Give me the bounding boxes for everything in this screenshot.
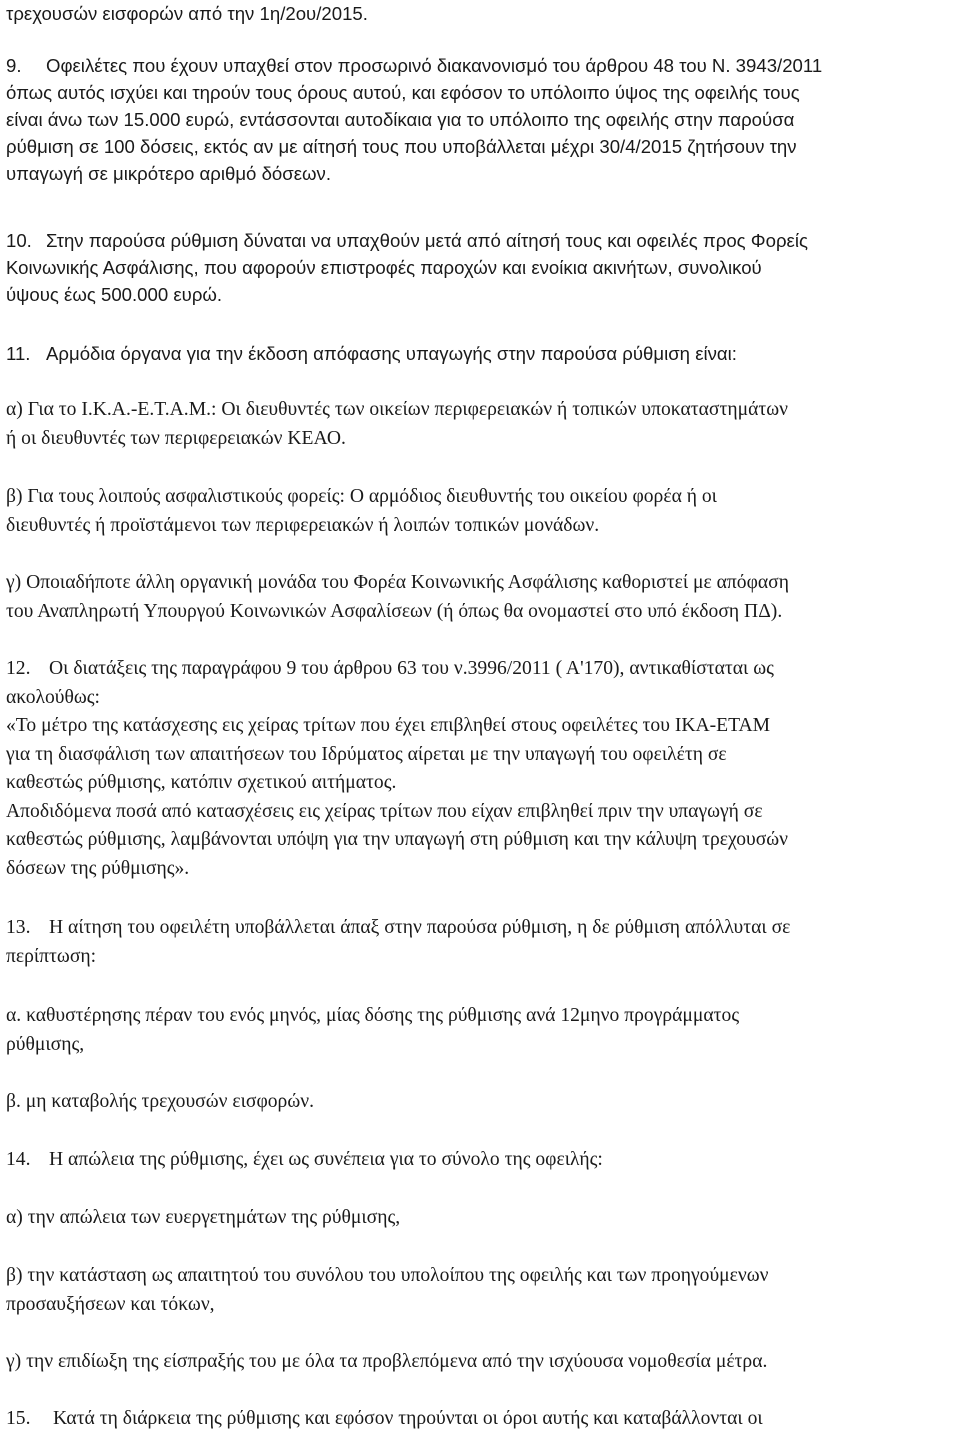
item-number: 14. bbox=[6, 1149, 31, 1170]
paragraph-line: γ) την επιδίωξη της είσπραξής του με όλα τα προβλεπόμενα από την ισχύουσα νομοθεσία μέτρα. bbox=[6, 1351, 768, 1372]
item-11-a bbox=[6, 396, 788, 453]
top-fragment bbox=[6, 0, 368, 27]
item-11-c bbox=[6, 569, 789, 626]
paragraph-line: όπως αυτός ισχύει και τηρούν τους όρους αυτού, και εφόσον το υπόλοιπο ύψος της οφειλής τους bbox=[6, 82, 800, 103]
item-number: 15. bbox=[6, 1408, 31, 1429]
paragraph-line: 14. Η απώλεια της ρύθμισης, έχει ως συνέπεια για το σύνολο της οφειλής: bbox=[6, 1146, 603, 1175]
paragraph-line: ακολούθως: bbox=[6, 686, 100, 708]
paragraph-line: 11. Αρμόδια όργανα για την έκδοση απόφασης υπαγωγής στην παρούσα ρύθμιση είναι: bbox=[6, 340, 737, 367]
paragraph-line: τρεχουσών εισφορών από την 1η/2ου/2015. bbox=[6, 3, 368, 24]
item-number: 9. bbox=[6, 55, 22, 76]
paragraph-line: 15. Κατά τη διάρκεια της ρύθμισης και εφόσον τηρούνται οι όροι αυτής και καταβάλλονται οι bbox=[6, 1405, 763, 1434]
item-14-a bbox=[6, 1204, 400, 1233]
paragraph-line: ρύθμιση σε 100 δόσεις, εκτός αν με αίτησή τους που υποβάλλεται μέχρι 30/4/2015 ζητήσουν την bbox=[6, 136, 797, 157]
paragraph-line: ρύθμισης, bbox=[6, 1033, 85, 1055]
paragraph-line: Αποδιδόμενα ποσά από κατασχέσεις εις χείρας τρίτων που είχαν επιβληθεί πριν την υπαγωγή σε bbox=[6, 800, 763, 822]
paragraph-line: διευθυντές ή προϊστάμενοι των περιφερειακών ή λοιπών τοπικών μονάδων. bbox=[6, 514, 600, 536]
item-11 bbox=[6, 340, 737, 367]
paragraph-line: καθεστώς ρύθμισης, κατόπιν σχετικού αιτήματος. bbox=[6, 772, 397, 793]
paragraph-line: α) Για το Ι.Κ.Α.-Ε.Τ.Α.Μ.: Οι διευθυντές των οικείων περιφερειακών ή τοπικών υποκαταστημάτων bbox=[6, 399, 788, 420]
paragraph-line: προσαυξήσεων και τόκων, bbox=[6, 1293, 215, 1315]
paragraph-line: α. καθυστέρησης πέραν του ενός μηνός, μίας δόσης της ρύθμισης ανά 12μηνο προγράμματος bbox=[6, 1005, 740, 1026]
paragraph-line: 12. Οι διατάξεις της παραγράφου 9 του άρθρου 63 του ν.3996/2011 ( Α'170), αντικαθίσταται ως bbox=[6, 655, 788, 684]
paragraph-line: β. μη καταβολής τρεχουσών εισφορών. bbox=[6, 1091, 314, 1112]
paragraph-line: α) την απώλεια των ευεργετημάτων της ρύθμισης, bbox=[6, 1207, 401, 1228]
item-13-a bbox=[6, 1002, 739, 1059]
paragraph-line: ύψους έως 500.000 ευρώ. bbox=[6, 284, 223, 305]
paragraph-line: για τη διασφάλιση των απαιτήσεων του Ιδρύματος αίρεται με την υπαγωγή του οφειλέτη σε bbox=[6, 743, 727, 765]
item-11-b bbox=[6, 483, 717, 540]
item-number: 13. bbox=[6, 917, 31, 938]
paragraph-line: είναι άνω των 15.000 ευρώ, εντάσσονται αυτοδίκαια για το υπόλοιπο της οφειλής στην παρούσα bbox=[6, 109, 795, 130]
paragraph-line: καθεστώς ρύθμισης, λαμβάνονται υπόψη για την υπαγωγή στη ρύθμιση και την κάλυψη τρεχουσών bbox=[6, 829, 789, 850]
item-15 bbox=[6, 1405, 763, 1434]
paragraph-line: β) την κατάσταση ως απαιτητού του συνόλου του υπολοίπου της οφειλής και των προηγούμενων bbox=[6, 1265, 769, 1286]
item-13 bbox=[6, 914, 790, 971]
paragraph-line: β) Για τους λοιπούς ασφαλιστικούς φορείς: Ο αρμόδιος διευθυντής του οικείου φορέα ή οι bbox=[6, 486, 717, 507]
paragraph-line: του Αναπληρωτή Υπουργού Κοινωνικών Ασφαλίσεων (ή όπως θα ονομαστεί στο υπό έκδοση ΠΔ). bbox=[6, 600, 783, 622]
paragraph-line: «Το μέτρο της κατάσχεσης εις χείρας τρίτων που έχει επιβληθεί στους οφειλέτες του ΙΚΑ-ΕΤΑΜ bbox=[6, 715, 771, 736]
paragraph-line: περίπτωση: bbox=[6, 945, 97, 967]
paragraph-line: υπαγωγή σε μικρότερο αριθμό δόσεων. bbox=[6, 163, 332, 184]
item-13-b bbox=[6, 1088, 314, 1117]
paragraph-line: 9. Οφειλέτες που έχουν υπαχθεί στον προσωρινό διακανονισμό του άρθρου 48 του Ν. 3943/2011 bbox=[6, 52, 822, 79]
paragraph-line: 13. Η αίτηση του οφειλέτη υποβάλλεται άπαξ στην παρούσα ρύθμιση, η δε ρύθμιση απόλλυται σε bbox=[6, 914, 790, 943]
item-10 bbox=[6, 227, 808, 308]
item-number: 12. bbox=[6, 658, 31, 679]
item-12 bbox=[6, 655, 788, 883]
item-number: 10. bbox=[6, 230, 32, 251]
item-9 bbox=[6, 52, 822, 187]
item-14-c bbox=[6, 1348, 767, 1377]
paragraph-line: 10. Στην παρούσα ρύθμιση δύναται να υπαχθούν μετά από αίτησή τους και οφειλές προς Φορείς bbox=[6, 227, 808, 254]
item-14 bbox=[6, 1146, 603, 1175]
paragraph-line: Κοινωνικής Ασφάλισης, που αφορούν επιστροφές παροχών και ενοίκια ακινήτων, συνολικού bbox=[6, 257, 762, 278]
item-number: 11. bbox=[6, 343, 31, 364]
item-14-b bbox=[6, 1262, 769, 1319]
paragraph-line: δόσεων της ρύθμισης». bbox=[6, 857, 190, 879]
paragraph-line: ή οι διευθυντές των περιφερειακών ΚΕΑΟ. bbox=[6, 427, 346, 449]
paragraph-line: γ) Οποιαδήποτε άλλη οργανική μονάδα του Φορέα Κοινωνικής Ασφάλισης καθοριστεί με απόφαση bbox=[6, 572, 789, 593]
